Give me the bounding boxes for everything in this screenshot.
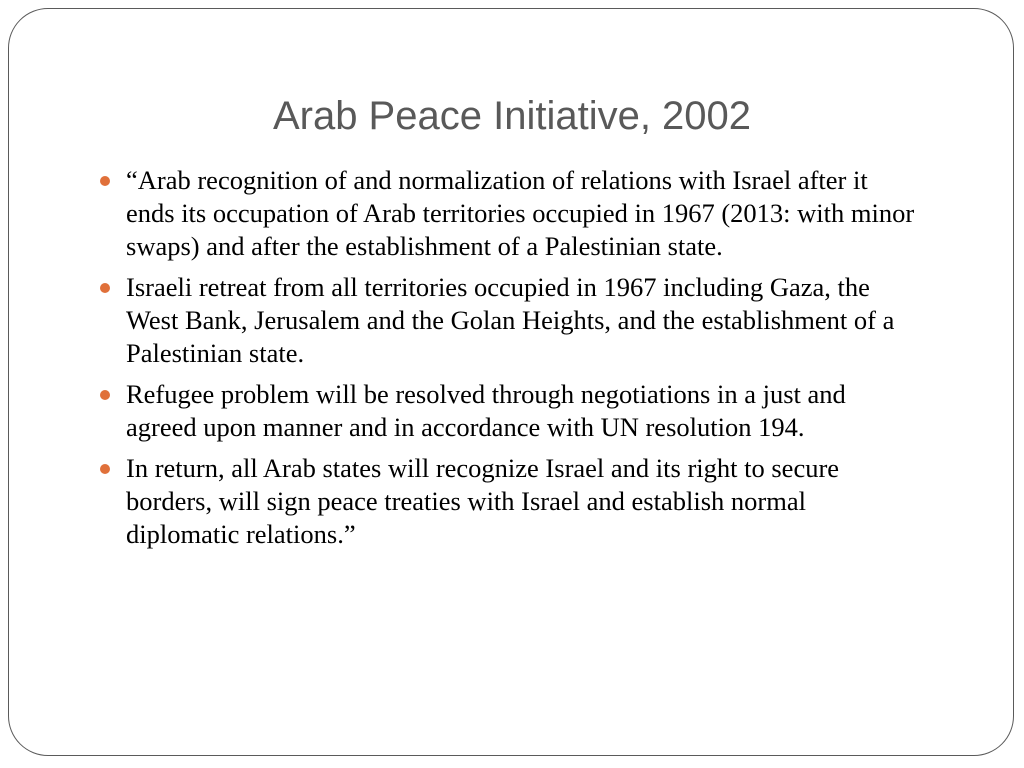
bullet-dot-icon (100, 283, 110, 293)
bullet-text: Refugee problem will be resolved through negotiations in a just and agreed upon manner and in accordance with UN resolution 194. (126, 379, 846, 442)
bullet-dot-icon (100, 176, 110, 186)
bullet-dot-icon (100, 464, 110, 474)
bullet-item (96, 378, 920, 444)
bullet-text: “Arab recognition of and normalization of relations with Israel after it ends its occupation of Arab territories occupied in 1967 (2013: with minor swaps) and after the establishment of a Palestinian state. (126, 165, 915, 261)
bullet-item (96, 452, 920, 551)
bullet-item (96, 271, 920, 370)
bullet-text: In return, all Arab states will recognize Israel and its right to secure borders, will sign peace treaties with Israel and establish normal diplomatic relations.” (126, 453, 840, 549)
bullet-text: Israeli retreat from all territories occupied in 1967 including Gaza, the West Bank, Jerusalem and the Golan Heights, and the establishment of a Palestinian state. (126, 272, 895, 368)
slide-title: Arab Peace Initiative, 2002 (272, 94, 752, 138)
bullet-item (96, 164, 920, 263)
bullet-list (96, 164, 920, 559)
bullet-dot-icon (100, 390, 110, 400)
